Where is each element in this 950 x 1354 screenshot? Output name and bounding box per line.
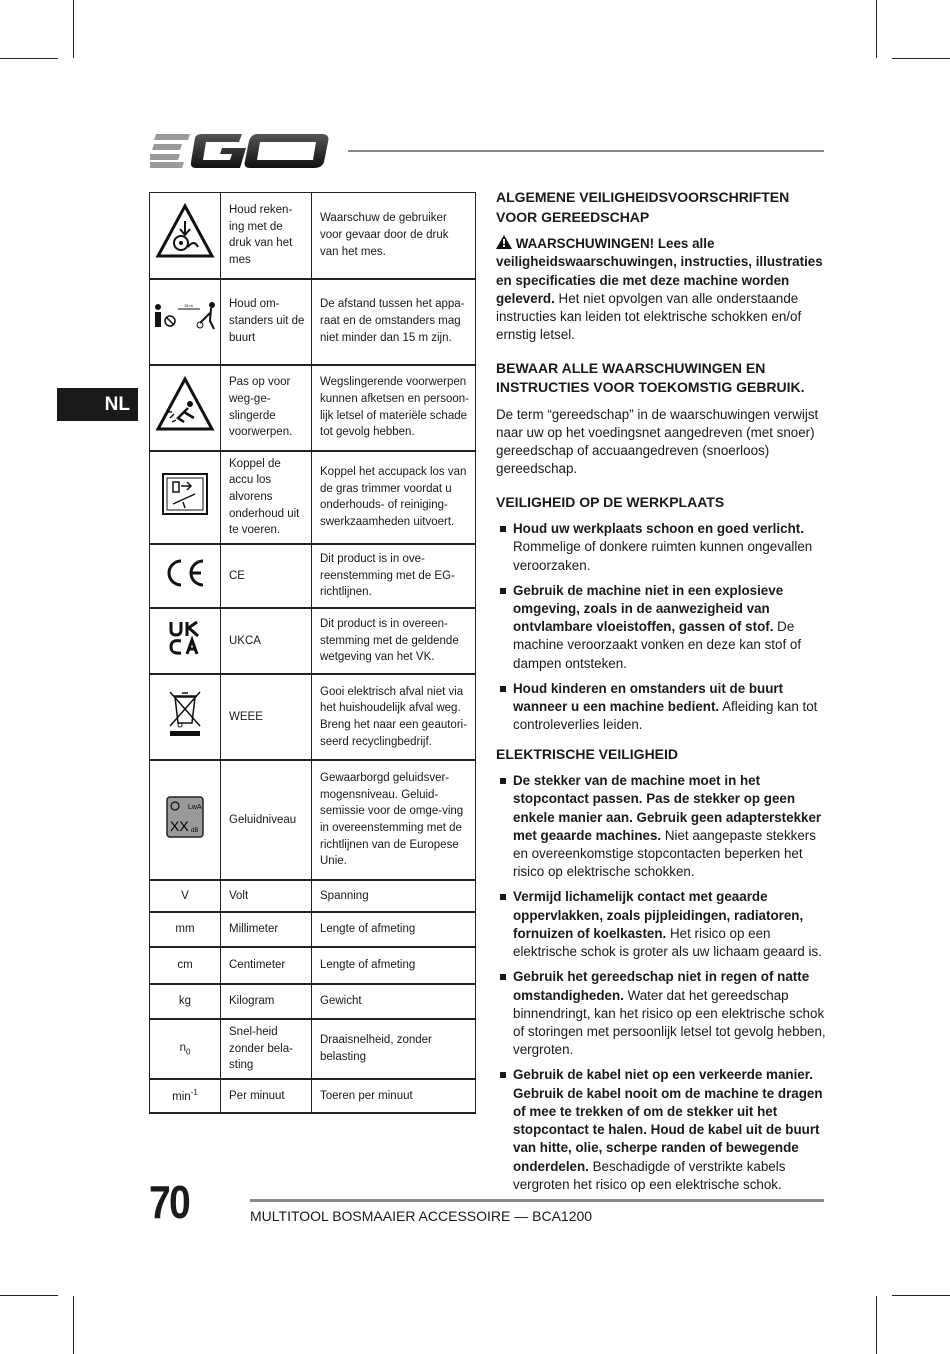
symbol-name: CE <box>221 544 312 608</box>
section-heading: VEILIGHEID OP DE WERKPLAATS <box>496 493 725 510</box>
work-area-list <box>496 520 826 734</box>
table-row <box>150 880 476 912</box>
crop-mark <box>876 1296 877 1354</box>
table-row <box>150 912 476 947</box>
unit-symbol: V <box>150 880 221 912</box>
table-row <box>150 365 476 451</box>
symbol-name: Houd om-standers uit de buurt <box>221 279 312 365</box>
warning-triangle-icon <box>496 235 512 249</box>
warning-label: WAARSCHUWINGEN! <box>515 236 655 252</box>
footer-rule <box>250 1199 824 1202</box>
table-row <box>150 1079 476 1113</box>
table-row <box>150 451 476 544</box>
list-item: Gebruik het gereedschap niet in regen of natte omstandigheden. Water dat het gereedschap binnendringt, kan het risico op een elektrische schok of storingen met persoonlijk letsel tot gevolg hebben, vergroten. <box>496 968 826 1059</box>
svg-text:15 m: 15 m <box>184 302 193 308</box>
weee-bin-icon <box>167 689 203 739</box>
svg-text:XX: XX <box>170 818 189 835</box>
table-row <box>150 760 476 880</box>
disconnect-battery-icon <box>161 472 209 516</box>
thrown-objects-warning-icon <box>154 374 216 436</box>
symbol-meaning: Gewicht <box>312 984 476 1019</box>
list-item: Gebruik de kabel niet op een verkeerde manier. Gebruik de kabel nooit om de machine te dragen of mee te trekken of om de stekker uit het stopcontact te halen. Houd de kabel uit de buurt van hitte, olie, scherpe randen of bewegende onderdelen. Beschadigde of verstrikte kabels vergroten het risico op een elektrische schok. <box>496 1066 826 1194</box>
symbol-meaning: Waarschuw de gebruiker voor gevaar door de druk van het mes. <box>312 193 476 279</box>
pressure-warning-icon <box>154 201 216 263</box>
table-row <box>150 279 476 365</box>
table-row <box>150 193 476 279</box>
symbol-meaning: Gooi elektrisch afval niet via het huishoudelijk afval weg. Breng het naar een geautori-seerd recyclingbedrijf. <box>312 674 476 760</box>
list-item: Houd kinderen en omstanders uit de buurt wanneer u een machine bedient. Afleiding kan tot controleverlies leiden. <box>496 680 826 735</box>
unit-symbol: $\min^{-1}$ <box>150 1079 221 1113</box>
electrical-list <box>496 772 826 1194</box>
table-row <box>150 674 476 760</box>
ego-logo <box>150 130 330 170</box>
unit-symbol: cm <box>150 947 221 984</box>
crop-mark <box>73 0 74 58</box>
header-rule <box>348 150 824 152</box>
safety-text-column <box>496 188 826 1204</box>
crop-mark <box>892 1295 950 1296</box>
symbol-name: Pas op voor weg-ge-slingerde voorwerpen. <box>221 365 312 451</box>
unit-symbol: mm <box>150 912 221 947</box>
symbol-meaning: Koppel het accupack los van de gras trimmer voordat u onderhouds- of reiniging-swerkzaamheden uitvoert. <box>312 451 476 544</box>
section-heading: ALGEMENE VEILIGHEIDSVOORSCHRIFTEN VOOR GEREEDSCHAP <box>496 189 790 225</box>
crop-mark <box>0 1295 58 1296</box>
symbol-name: Millimeter <box>221 912 312 947</box>
symbol-meaning: De afstand tussen het appa-raat en de omstanders mag niet minder dan 15 m zijn. <box>312 279 476 365</box>
symbol-name: WEEE <box>221 674 312 760</box>
list-item: Vermijd lichamelijk contact met geaarde oppervlakken, zoals pijpleidingen, radiatoren, fornuizen of koelkasten. Het risico op een elektrische schok is groter als uw lichaam geaard is. <box>496 888 826 961</box>
unit-symbol: kg <box>150 984 221 1019</box>
section-heading: BEWAAR ALLE WAARSCHUWINGEN EN INSTRUCTIES VOOR TOEKOMSTIG GEBRUIK. <box>496 359 805 396</box>
bystander-distance-icon <box>150 299 220 339</box>
symbol-name: Per minuut <box>221 1079 312 1113</box>
svg-text:LwA: LwA <box>188 804 202 812</box>
symbol-meaning: Lengte of afmeting <box>312 947 476 984</box>
symbol-name: Geluidniveau <box>221 760 312 880</box>
footer-title: MULTITOOL BOSMAAIER ACCESSOIRE — BCA1200 <box>250 1208 593 1224</box>
table-row <box>150 544 476 608</box>
language-tab: NL <box>57 388 138 421</box>
unit-symbol: $n_0$ <box>150 1019 221 1079</box>
crop-mark <box>0 58 58 59</box>
symbol-meaning: Lengte of afmeting <box>312 912 476 947</box>
ukca-mark-icon <box>167 620 203 656</box>
table-row <box>150 1019 476 1079</box>
symbol-meaning: Gewaarborgd geluidsver-mogensniveau. Geluid-semissie voor de omge-ving in overeenstemming met de richtlijnen van de Europese Unie. <box>312 760 476 880</box>
table-row <box>150 608 476 674</box>
ce-mark-icon <box>163 558 207 588</box>
symbol-meaning: Dit product is in overeen-stemming met de geldende wetgeving van het VK. <box>312 608 476 674</box>
symbol-meaning: Toeren per minuut <box>312 1079 476 1113</box>
symbol-meaning: Dit product is in ove-reenstemming met de EG-richtlijnen. <box>312 544 476 608</box>
crop-mark <box>892 58 950 59</box>
table-row <box>150 947 476 984</box>
crop-mark <box>876 0 877 58</box>
svg-text:dB: dB <box>191 828 199 835</box>
symbol-name: UKCA <box>221 608 312 674</box>
paragraph: De term “gereedschap” in de waarschuwingen verwijst naar uw op het voedingsnet aangedreven (met snoer) gereedschap of accuaangedreven (snoerloos) gereedschap. <box>496 406 819 477</box>
list-item: Houd uw werkplaats schoon en goed verlicht. Rommelige of donkere ruimten kunnen ongevallen veroorzaken. <box>496 520 826 575</box>
list-item: Gebruik de machine niet in een explosieve omgeving, zoals in de aanwezigheid van ontvlambare vloeistoffen, gassen of stof. De machine veroorzaakt vonken en deze kan stof of dampen ontsteken. <box>496 582 826 673</box>
section-heading: ELEKTRISCHE VEILIGHEID <box>496 745 679 762</box>
symbols-table <box>149 192 476 1114</box>
symbol-name: Centimeter <box>221 947 312 984</box>
symbol-meaning: Wegslingerende voorwerpen kunnen afketsen en persoon-lijk letsel of materiële schade tot gevolg hebben. <box>312 365 476 451</box>
list-item: De stekker van de machine moet in het stopcontact passen. Pas de stekker op geen enkele manier aan. Gebruik geen adapterstekker met geaarde machines. Niet aangepaste stekkers en overeenkomstige stopcontacten beperken het risico op elektrische schokken. <box>496 772 826 881</box>
table-row <box>150 984 476 1019</box>
warning-paragraph: WAARSCHUWINGEN! Lees alle veiligheidswaarschuwingen, instructies, illustraties en specificaties die met deze machine worden geleverd. Het niet opvolgen van alle onderstaande instructies kan leiden tot elektrische schokken en/of ernstig letsel. <box>496 236 823 343</box>
symbol-meaning: Spanning <box>312 880 476 912</box>
symbol-meaning: Draaisnelheid, zonder belasting <box>312 1019 476 1079</box>
symbol-name: Volt <box>221 880 312 912</box>
symbol-name: Houd reken-ing met de druk van het mes <box>221 193 312 279</box>
noise-level-icon <box>166 796 204 838</box>
symbol-name: Kilogram <box>221 984 312 1019</box>
page-number: 70 <box>149 1176 190 1228</box>
crop-mark <box>73 1296 74 1354</box>
symbol-name: Koppel de accu los alvorens onderhoud uit te voeren. <box>221 451 312 544</box>
symbol-name: Snel-heid zonder bela-sting <box>221 1019 312 1079</box>
